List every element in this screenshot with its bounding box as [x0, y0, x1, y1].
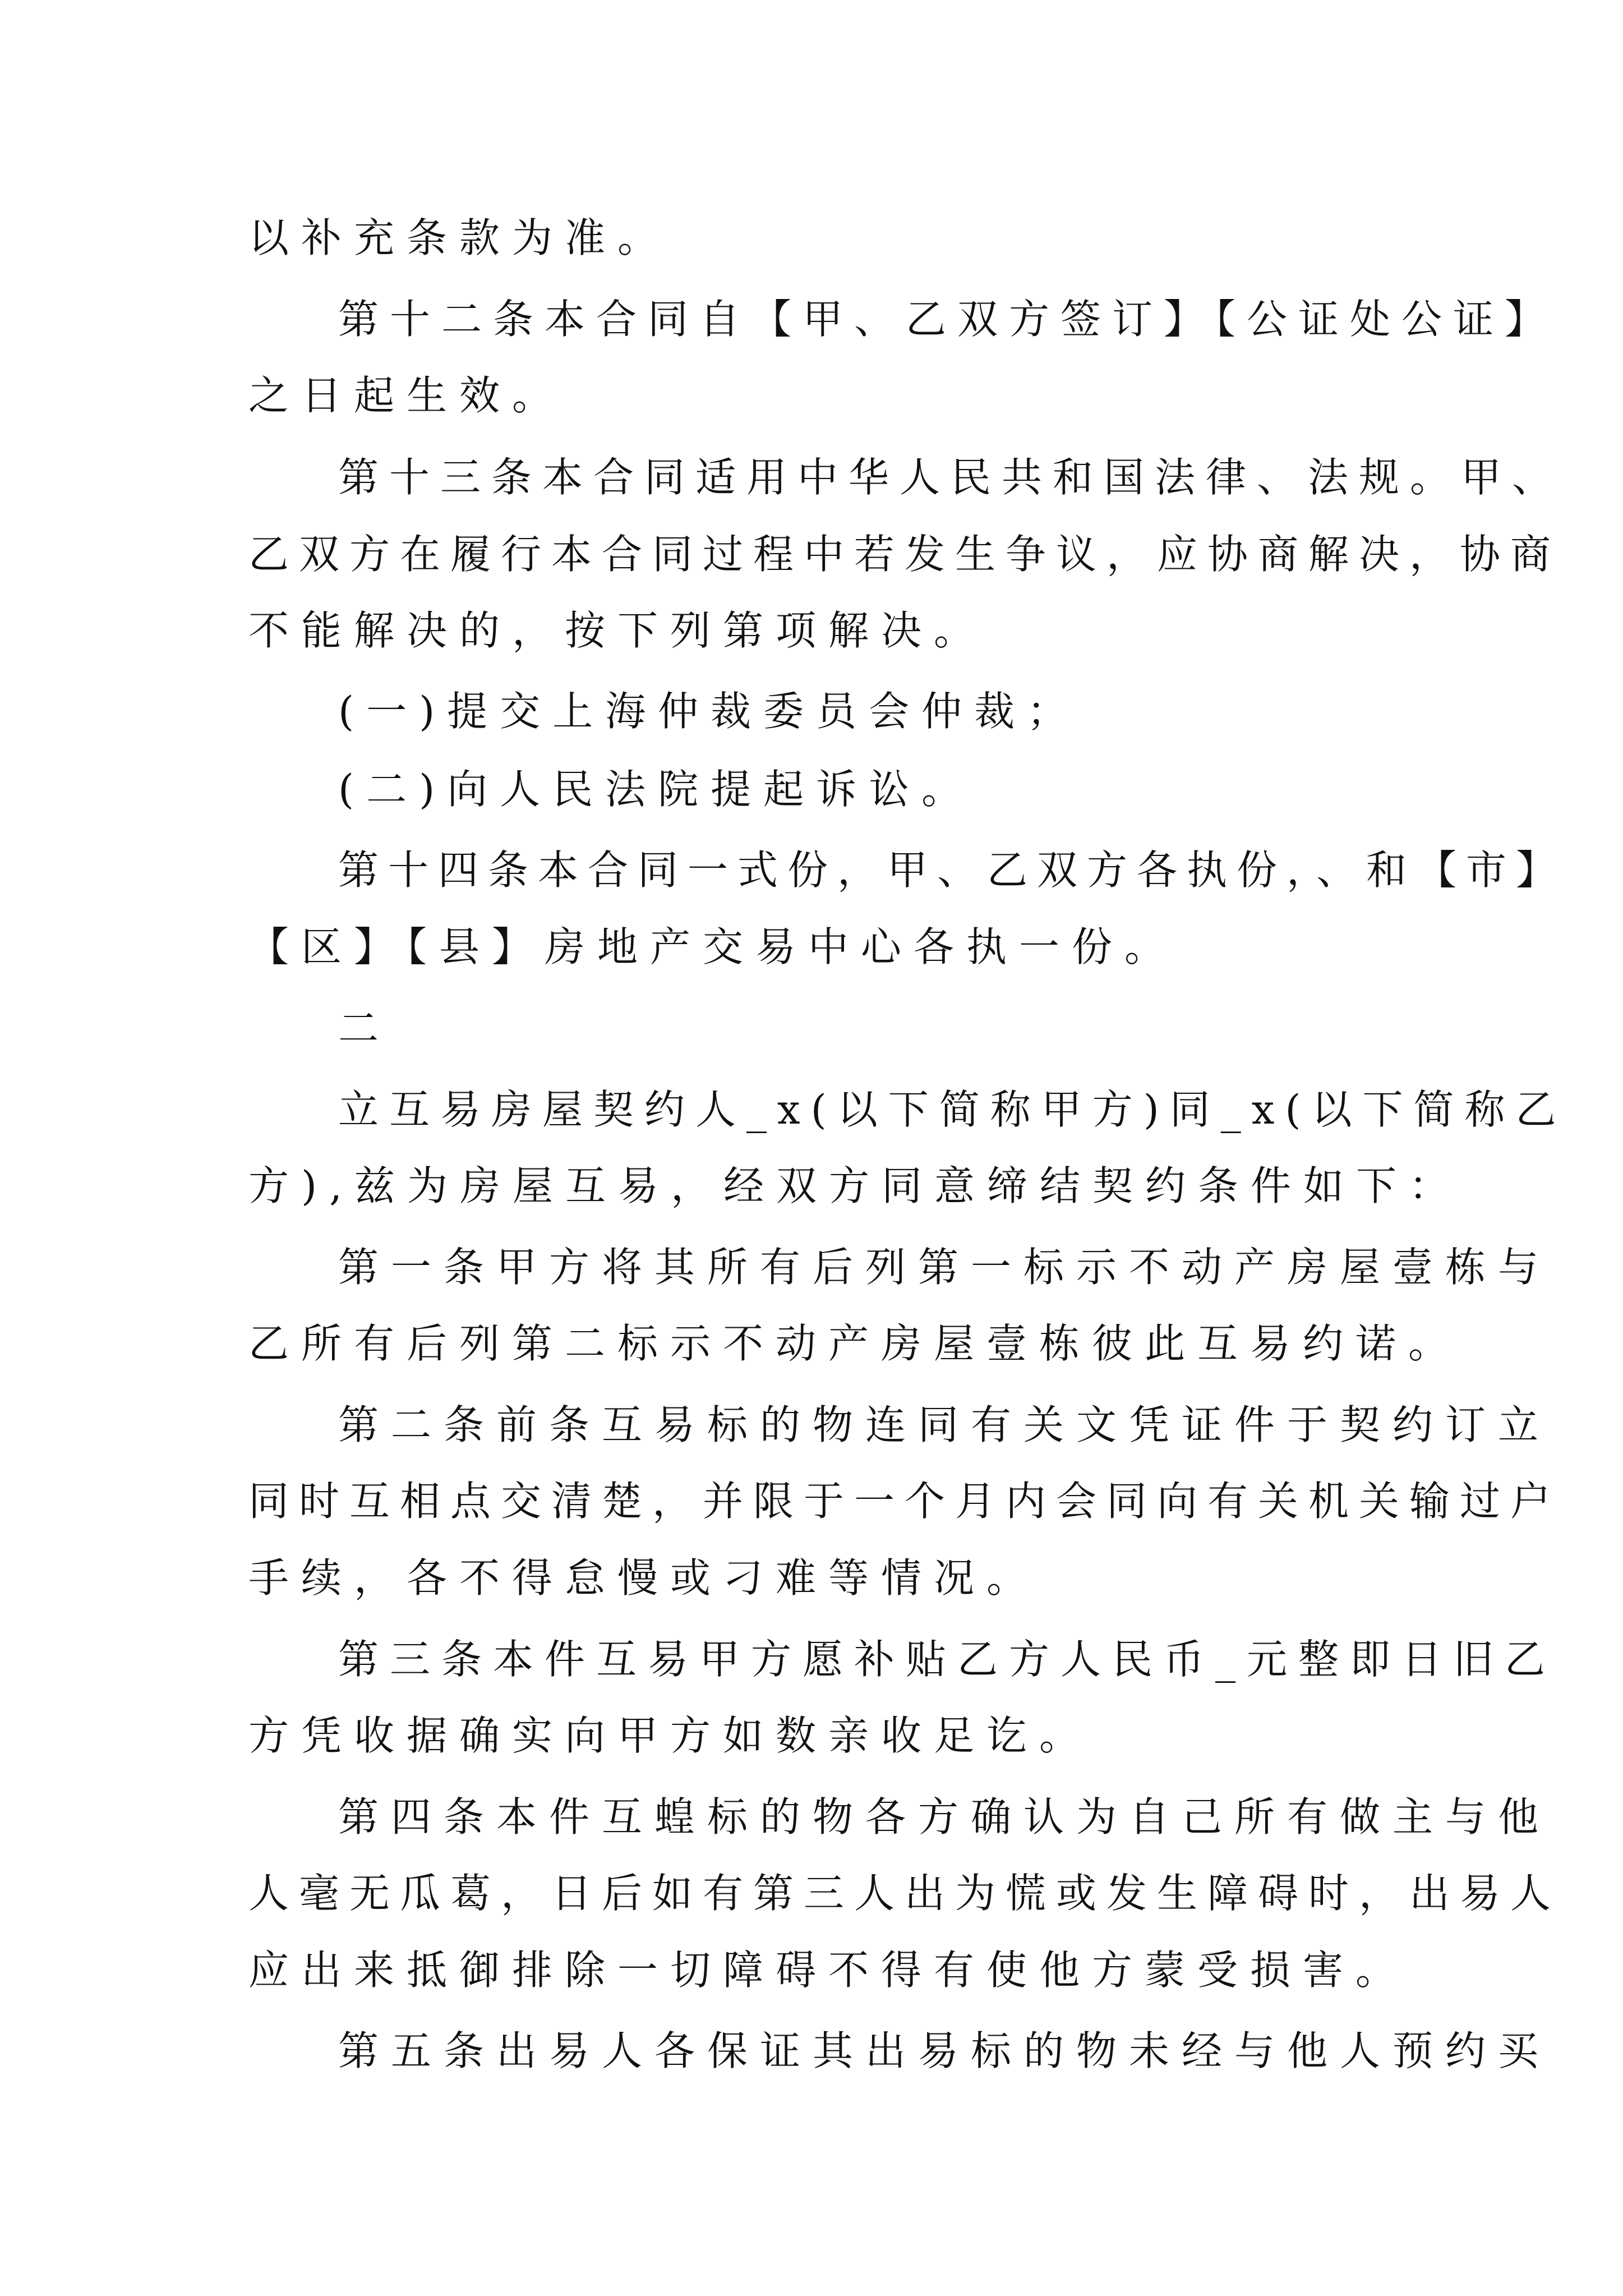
text-line: (二)向人民法院提起诉讼。	[338, 766, 975, 813]
text-line: 第二条前条互易标的物连同有关文凭证件于契约订立	[338, 1401, 1551, 1448]
text-line: 方凭收据确实向甲方如数亲收足讫。	[248, 1712, 1092, 1759]
text-line: 【区】【县】房地产交易中心各执一份。	[248, 923, 1178, 970]
text-line: 之日起生效。	[248, 372, 565, 419]
text-line: 乙双方在履行本合同过程中若发生争议，应协商解决，协商	[248, 531, 1561, 578]
text-line: 不能解决的，按下列第项解决。	[248, 607, 987, 654]
text-line: 手续，各不得怠慢或刁难等情况。	[248, 1554, 1040, 1602]
text-line: 方),兹为房屋互易，经双方同意缔结契约条件如下：	[248, 1162, 1461, 1209]
text-line: 以补充条款为准。	[248, 214, 671, 261]
text-line: 应出来抵御排除一切障碍不得有使他方蒙受损害。	[248, 1947, 1409, 1994]
text-line: (一)提交上海仲裁委员会仲裁；	[338, 688, 1080, 735]
text-line: 第四条本件互蝗标的物各方确认为自己所有做主与他	[338, 1793, 1551, 1841]
text-line: 第三条本件互易甲方愿补贴乙方人民币_元整即日旧乙	[338, 1636, 1557, 1683]
section-heading: 二	[338, 1005, 391, 1052]
text-line: 人毫无瓜葛，日后如有第三人出为慌或发生障碍时，出易人	[248, 1870, 1561, 1917]
text-line: 第五条出易人各保证其出易标的物未经与他人预约买	[338, 2027, 1551, 2074]
text-line: 第十二条本合同自【甲、乙双方签订】【公证处公证】	[338, 296, 1557, 343]
text-line: 第十三条本合同适用中华人民共和国法律、法规。甲、	[338, 454, 1564, 501]
text-line: 第十四条本合同一式份，甲、乙双方各执份，、和【市】	[338, 846, 1566, 894]
text-line: 同时互相点交清楚，并限于一个月内会同向有关机关输过户	[248, 1478, 1561, 1525]
text-line: 第一条甲方将其所有后列第一标示不动产房屋壹栋与	[338, 1244, 1551, 1291]
text-line: 乙所有后列第二标示不动产房屋壹栋彼此互易约诺。	[248, 1320, 1461, 1367]
text-line: 立互易房屋契约人_x(以下简称甲方)同_x(以下简称乙	[338, 1086, 1567, 1133]
